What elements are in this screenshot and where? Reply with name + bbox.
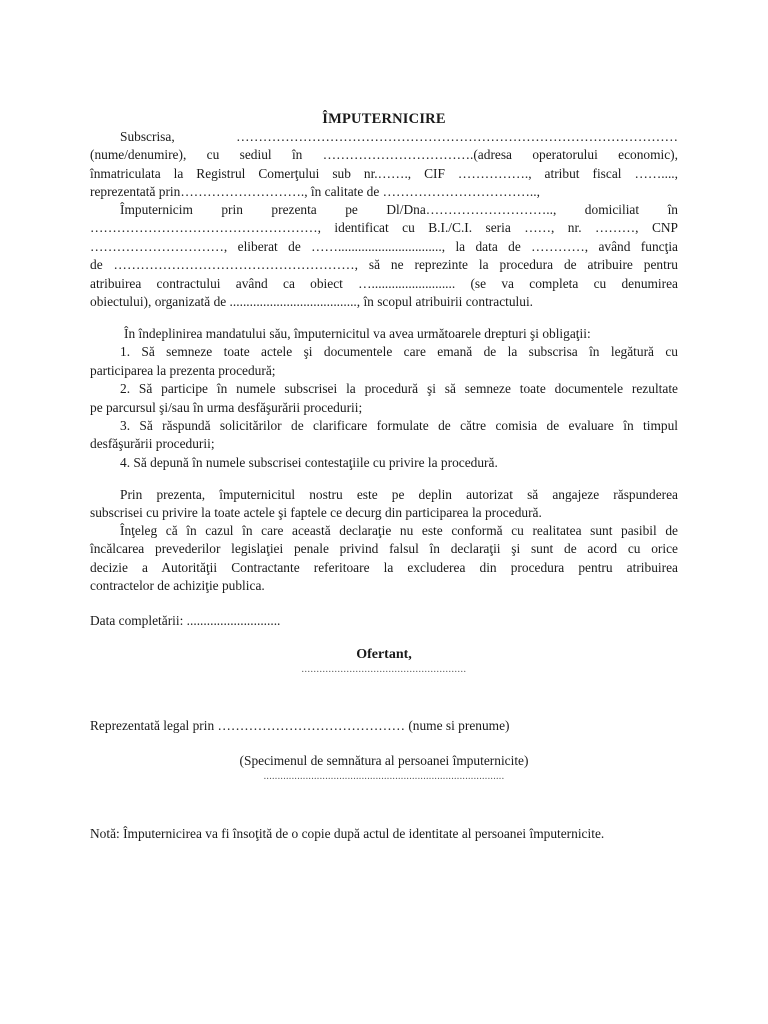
paragraph-imputernicim bbox=[90, 201, 678, 311]
text-line: (nume/denumire), cu sediul în …………………………….(adresa operatorului economic), bbox=[90, 147, 678, 163]
text-line: desfăşurării procedurii; bbox=[90, 436, 215, 452]
text-line: pe parcursul şi/sau în urma desfăşurării procedurii; bbox=[90, 399, 363, 415]
text-line: …………………………, eliberat de ……..............................., la data de …………, având funcţia bbox=[90, 238, 678, 254]
text-line: Înţeleg că în cazul în care această declaraţie nu este conformă cu realitatea sunt pasibil de bbox=[120, 523, 678, 538]
specimen-label: (Specimenul de semnătura al persoanei împuternicite) bbox=[239, 753, 529, 768]
text-line: înmatriculata la Registrul Comerţului sub nr.……., CIF ……………., atribut fiscal ……...., bbox=[90, 165, 678, 181]
text-line: reprezentată prin………………………., în calitate de …………………………….., bbox=[90, 184, 540, 200]
text-line: ……………………………………………, identificat cu B.I./C.I. seria ……, nr. ………, CNP bbox=[90, 220, 678, 236]
legal-representative-field[interactable]: Reprezentată legal prin …………………………………… (nume si prenume) bbox=[90, 718, 510, 733]
bidder-signature-line[interactable]: ....................................................... bbox=[301, 664, 467, 675]
document-title: ÎMPUTERNICIRE bbox=[322, 111, 446, 127]
text-line: contractelor de achiziţie publica. bbox=[90, 578, 265, 594]
text-line: În îndeplinirea mandatului său, împuternicitul va avea următoarele drepturi şi obligaţii: bbox=[124, 326, 591, 341]
text-line: subscrisei cu privire la toate actele şi faptele ce decurg din participarea la procedură. bbox=[90, 505, 542, 521]
text-line: Prin prezenta, împuternicitul nostru este pe deplin autorizat să angajeze răspunderea bbox=[120, 487, 678, 502]
completion-date-field[interactable]: Data completării: ............................ bbox=[90, 613, 281, 628]
text-line: încălcarea prevederilor legislaţiei penale privind falsul în declaraţii şi sunt de acord cu orice bbox=[90, 541, 678, 557]
paragraph-declaration bbox=[90, 522, 678, 596]
list-item: 4. Să depună în numele subscrisei contestaţiile cu privire la procedură. bbox=[120, 454, 498, 470]
list-item: 3. Să răspundă solicitărilor de clarificare formulate de către comisia de evaluare în timpul bbox=[120, 418, 678, 434]
footnote: Notă: Împuternicirea va fi însoţită de o copie după actul de identitate al persoanei împuternicite. bbox=[90, 826, 605, 841]
list-item: 1. Să semneze toate actele şi documentele care emană de la subscrisa în legătură cu bbox=[120, 344, 678, 360]
paragraph-rights bbox=[90, 325, 678, 472]
text-line: decizie a Autorităţii Contractante referitoare la excluderea din procedura pentru atribuirea bbox=[90, 559, 678, 575]
text-line: atribuirea contractului având ca obiect …......................... (se va completa cu denumirea bbox=[90, 275, 678, 291]
list-item: 2. Să participe în numele subscrisei la procedură şi să semneze toate documentele rezultate bbox=[120, 381, 678, 397]
text-line: Împuternicim prin prezenta pe Dl/Dna……………………….., domiciliat în bbox=[120, 202, 678, 217]
text-line: participarea la prezenta procedură; bbox=[90, 362, 276, 378]
text-line: obiectului), organizată de ......................................, în scopul atribuirii contractului. bbox=[90, 294, 534, 310]
text-line: de ………………………………………………, să ne reprezinte la procedura de atribuire pentru bbox=[90, 257, 678, 273]
paragraph-authorization bbox=[90, 486, 678, 523]
text-line: Subscrisa, ……………………………………………………………………………………… bbox=[120, 129, 678, 144]
specimen-signature-line[interactable]: ...................................................................................... bbox=[263, 771, 505, 782]
paragraph-subscrisa bbox=[90, 128, 678, 202]
bidder-label: Ofertant, bbox=[356, 647, 412, 662]
